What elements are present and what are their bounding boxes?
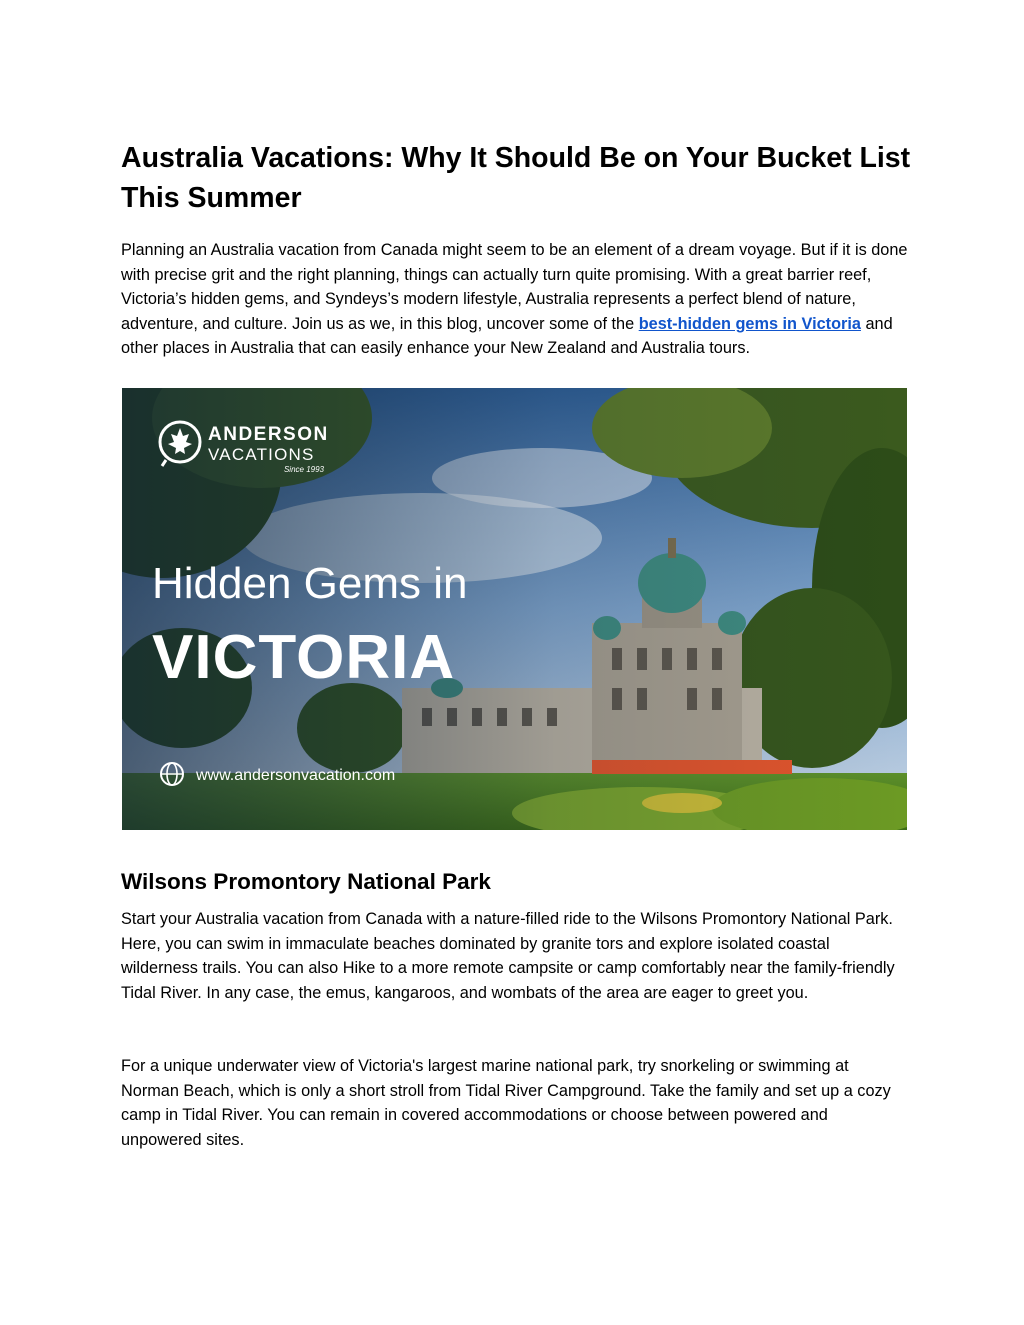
hero-image-victoria — [122, 388, 907, 830]
hero-headline-line1: Hidden Gems in — [152, 559, 468, 608]
section-paragraph-1: Start your Australia vacation from Canada with a nature-filled ride to the Wilsons Promontory National Park. Here, you can swim in immaculate beaches dominated by granite tors and explore isolated coastal wilderness trails. You can also Hike to a more remote campsite or camp comfortably near the family-friendly Tidal River. In any case, the emus, kangaroos, and wombats of the area are eager to greet you. — [121, 910, 895, 1002]
intro-text-before-link: Planning an Australia vacation from Canada might seem to be an element of a dream voyage. But if it is done with precise grit and the right planning, things can actually turn quite promising. With a great barrier reef, Victoria’s hidden gems, and Syndeys’s modern lifestyle, Australia represents a perfect blend of nature, adventure, and culture. Join us as we, in this blog, uncover some of the — [121, 241, 908, 333]
logo-vacations-text: VACATIONS — [208, 445, 315, 464]
hero-website-text: www.andersonvacation.com — [196, 767, 396, 784]
section-paragraph-2: For a unique underwater view of Victoria's largest marine national park, try snorkeling or swimming at Norman Beach, which is only a short stroll from Tidal River Campground. Take the family and set up a cozy camp in Tidal River. You can remain in covered accommodations or choose between powered and unpowered sites. — [121, 1057, 891, 1149]
logo-anderson-text: ANDERSON — [208, 424, 329, 445]
hidden-gems-victoria-link[interactable]: best-hidden gems in Victoria — [638, 314, 861, 333]
intro-text-after-link: and other places in Australia that can easily enhance your New Zealand and Australia tours. — [121, 314, 893, 357]
hero-headline-line2: VICTORIA — [152, 623, 456, 692]
article-title: Australia Vacations: Why It Should Be on Your Bucket List This Summer — [121, 142, 911, 214]
intro-paragraph — [121, 238, 911, 361]
logo-since-text: Since 1993 — [283, 465, 324, 474]
section-heading-wilsons-promontory: Wilsons Promontory National Park — [121, 869, 491, 894]
